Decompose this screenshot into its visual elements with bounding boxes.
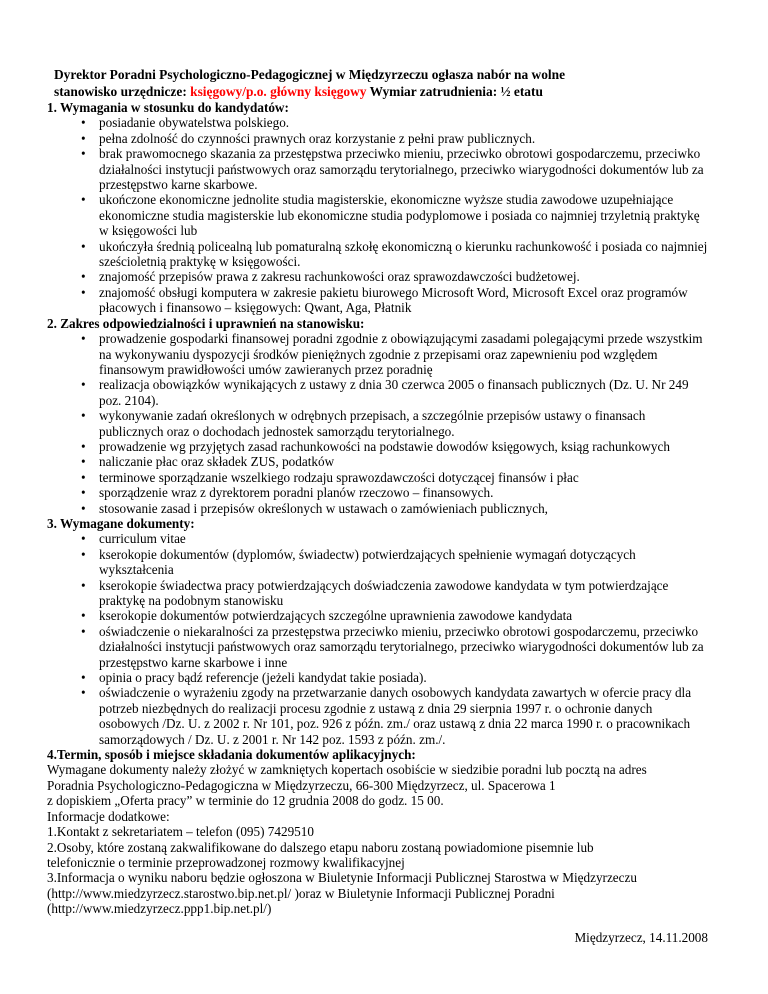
section-title: 1. Wymagania w stosunku do kandydatów:	[47, 100, 289, 115]
list-item: • znajomość przepisów prawa z zakresu rachunkowości oraz sprawozdawczości budżetowej.	[47, 269, 708, 284]
section-responsibilities	[47, 316, 708, 516]
list-item: • ukończone ekonomiczne jednolite studia magisterskie, ekonomiczne wyższe studia zawodowe uzupełniające ekonomiczne studia magisterskie lub ekonomiczne studia podyplomowe i posiada co najmniej trzyletnią praktykę w księgowości lub	[47, 192, 708, 238]
section-requirements	[47, 100, 708, 316]
section-submission	[47, 747, 708, 916]
header-line-1: Dyrektor Poradni Psychologiczno-Pedagogicznej w Międzyrzeczu ogłasza nabór na wolne	[54, 67, 566, 82]
position-title: księgowy/p.o. główny księgowy	[190, 84, 367, 99]
list-item: • opinia o pracy bądź referencje (jeżeli kandydat takie posiada).	[47, 670, 708, 685]
list-item: • kserokopie świadectwa pracy potwierdzających doświadczenia zawodowe kandydata w tym potwierdzające praktykę na podobnym stanowisku	[47, 578, 708, 609]
announcement-header	[54, 66, 708, 100]
text-line: Poradnia Psychologiczno-Pedagogiczna w Międzyrzeczu, 66-300 Międzyrzecz, ul. Spacerowa 1	[47, 777, 556, 793]
text-line: z dopiskiem „Oferta pracy” w terminie do 12 grudnia 2008 do godz. 15 00.	[47, 793, 444, 809]
text-line: 1.Kontakt z sekretariatem – telefon (095) 7429510	[47, 824, 314, 840]
list-item: • sporządzenie wraz z dyrektorem poradni planów rzeczowo – finansowych.	[47, 485, 708, 500]
list-item: • posiadanie obywatelstwa polskiego.	[47, 115, 708, 130]
list-item: • prowadzenie gospodarki finansowej poradni zgodnie z obowiązującymi zasadami polegającymi przede wszystkim na wykonywaniu dyspozycji środków pieniężnych zgodnie z przepisami oraz zapewnieniu pod względem finansowym prawidłowości umów zawieranych przez poradnię	[47, 331, 708, 377]
list-item: • oświadczenie o wyrażeniu zgody na przetwarzanie danych osobowych kandydata zawartych w ofercie pracy dla potrzeb niezbędnych do realizacji procesu zgodnie z ustawą z dnia 29 sierpnia 1997 r. o ochronie danych osobowych /Dz. U. z 2002 r. Nr 101, poz. 926 z późn. zm./ oraz ustawą z dnia 22 marca 1990 r. o pracownikach samorządowych / Dz. U. z 2001 r. Nr 142 poz. 1593 z późn. zm./.	[47, 685, 708, 747]
list-item: • stosowanie zasad i przepisów określonych w ustawach o zamówieniach publicznych,	[47, 501, 708, 516]
employment-dimension: Wymiar zatrudnienia: ½ etatu	[366, 84, 543, 99]
text-line: 2.Osoby, które zostaną zakwalifikowane do dalszego etapu naboru zostaną powiadomione pisemnie lub	[47, 839, 594, 855]
list-item: • naliczanie płac oraz składek ZUS, podatków	[47, 454, 708, 469]
list-item: • pełna zdolność do czynności prawnych oraz korzystanie z pełni praw publicznych.	[47, 131, 708, 146]
section-title: 2. Zakres odpowiedzialności i uprawnień na stanowisku:	[47, 315, 365, 331]
list-item: • realizacja obowiązków wynikających z ustawy z dnia 30 czerwca 2005 o finansach publicznych (Dz. U. Nr 249 poz. 2104).	[47, 377, 708, 408]
text-line: 3.Informacja o wyniku naboru będzie ogłoszona w Biuletynie Informacji Publicznej Starostwa w Międzyrzeczu	[47, 870, 637, 886]
list-item: • brak prawomocnego skazania za przestępstwa przeciwko mieniu, przeciwko obrotowi gospodarczemu, przeciwko działalności instytucji państwowych oraz samorządu terytorialnego, przeciwko wiarygodności dokumentów lub za przestępstwo karne skarbowe.	[47, 146, 708, 192]
place-and-date: Międzyrzecz, 14.11.2008	[574, 930, 708, 945]
documents-list	[47, 531, 708, 747]
header-position-label: stanowisko urzędnicze:	[54, 84, 191, 99]
list-item: • znajomość obsługi komputera w zakresie pakietu biurowego Microsoft Word, Microsoft Excel oraz programów płacowych i finansowo – księgowych: Qwant, Aga, Płatnik	[47, 285, 708, 316]
list-item: • ukończyła średnią policealną lub pomaturalną szkołę ekonomiczną o kierunku rachunkowość i posiada co najmniej sześcioletnią praktykę w księgowości.	[47, 239, 708, 270]
text-line: Wymagane dokumenty należy złożyć w zamkniętych kopertach osobiście w siedzibie poradni lub pocztą na adres	[47, 762, 647, 778]
section-required-documents	[47, 516, 708, 747]
text-line: (http://www.miedzyrzecz.ppp1.bip.net.pl/)	[47, 901, 272, 917]
list-item: • terminowe sporządzanie wszelkiego rodzaju sprawozdawczości dotyczącej finansów i płac	[47, 470, 708, 485]
list-item: • curriculum vitae	[47, 531, 708, 546]
header-line-2	[54, 83, 708, 100]
requirements-list	[47, 115, 708, 315]
section-title: 3. Wymagane dokumenty:	[47, 515, 195, 531]
list-item: • kserokopie dokumentów potwierdzających szczególne uprawnienia zawodowe kandydata	[47, 608, 708, 623]
responsibilities-list	[47, 331, 708, 516]
text-line: (http://www.miedzyrzecz.starostwo.bip.net.pl/ )oraz w Biuletynie Informacji Publicznej Poradni	[47, 885, 555, 901]
list-item: • oświadczenie o niekaralności za przestępstwa przeciwko mieniu, przeciwko obrotowi gospodarczemu, przeciwko działalności instytucji państwowych oraz samorządu terytorialnego, przeciwko wiarygodności dokumentów lub za przestępstwo karne skarbowe i inne	[47, 624, 708, 670]
list-item: • prowadzenie wg przyjętych zasad rachunkowości na podstawie dowodów księgowych, ksiąg rachunkowych	[47, 439, 708, 454]
list-item: • wykonywanie zadań określonych w odrębnych przepisach, a szczególnie przepisów ustawy o finansach publicznych oraz o dochodach jednostek samorządu terytorialnego.	[47, 408, 708, 439]
text-line: telefonicznie o terminie przeprowadzonej rozmowy kwalifikacyjnej	[47, 854, 405, 870]
section-title: 4.Termin, sposób i miejsce składania dokumentów aplikacyjnych:	[47, 747, 416, 763]
text-line: Informacje dodatkowe:	[47, 808, 170, 824]
list-item: • kserokopie dokumentów (dyplomów, świadectw) potwierdzających spełnienie wymagań dotyczących wykształcenia	[47, 547, 708, 578]
